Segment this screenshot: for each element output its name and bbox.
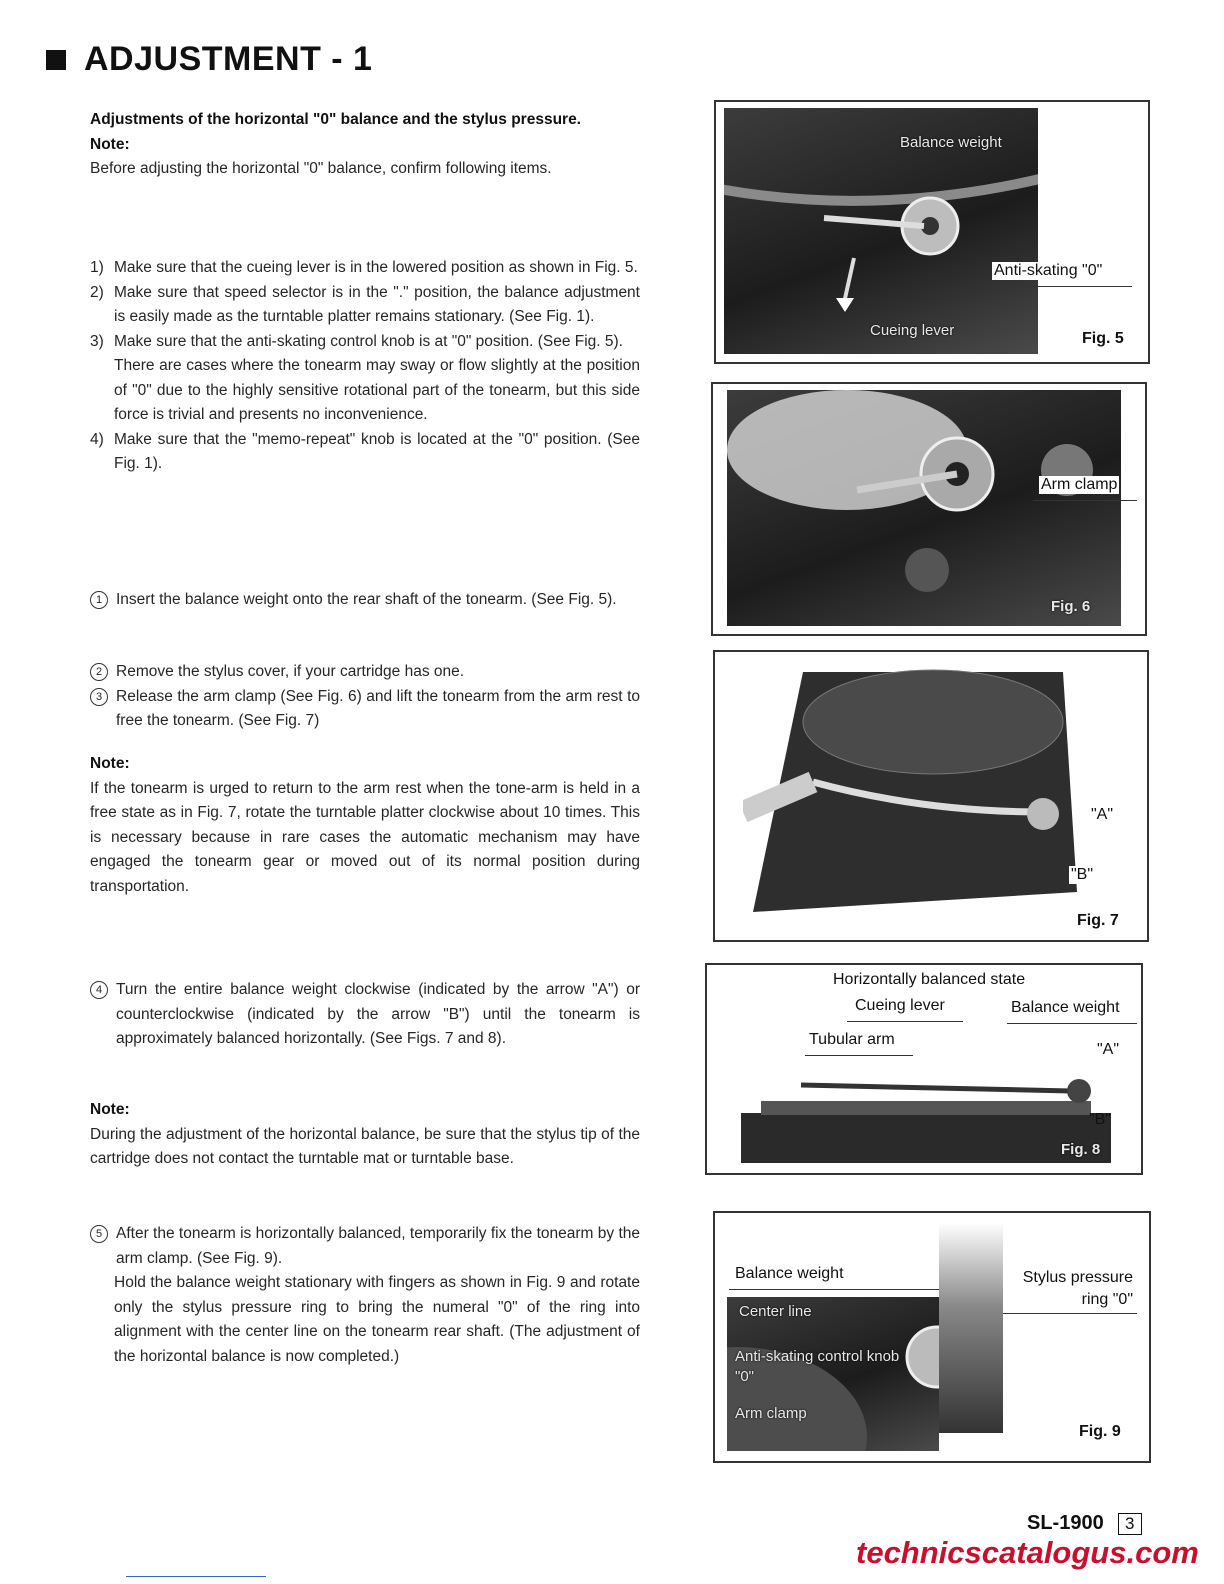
intro-block [90,108,640,182]
figure-5 [714,100,1150,364]
arrow-a-label: "A" [1091,806,1114,823]
page-heading [46,40,372,79]
tubular-arm-label: Tubular arm [809,1031,895,1048]
model-number: SL-1900 [1027,1512,1104,1534]
balance-weight-label: Balance weight [900,134,1002,151]
fig7-photo [743,662,1077,932]
arrow-b-label: "B" [1071,866,1094,883]
note-3: Note: During the adjustment of the horizontal balance, be sure that the stylus tip of the cartridge does not contact the turntable mat or turntable base. [90,1101,640,1167]
balance-weight-label: Balance weight [735,1265,844,1282]
figure-9 [713,1211,1151,1463]
fig6-label: Fig. 6 [1051,598,1091,615]
fig6-photo [727,390,1121,626]
step-1: 1 Insert the balance weight onto the rear shaft of the tonearm. (See Fig. 5). [90,588,640,613]
anti-skating-knob-label: Anti-skating control knob "0" [735,1348,900,1385]
step-4: 4 Turn the entire balance weight clockwise (indicated by the arrow "A") or counterclockwise (indicated by the arrow "B") until the tonearm is approximately balanced horizontally. (See Figs. 7 and 8). [90,978,640,1052]
intro-title: Adjustments of the horizontal "0" balance and the stylus pressure. [90,111,581,128]
step-number: 3 [90,688,108,706]
list-item: 2) Make sure that speed selector is in the "." position, the balance adjustment is easily made as the turntable platter remains stationary. (See Fig. 1). [90,283,640,325]
figure-7 [713,650,1149,942]
step-5: 5 After the tonearm is horizontally balanced, temporarily fix the tonearm by the arm clamp. (See Fig. 9). Hold the balance weight stationary with fingers as shown in Fig. 9 and rotate only the stylus pressure ring to bring the numeral "0" of the ring into alignment with the center line on the tonearm rear shaft. (The adjustment of the horizontal balance is now completed.) [90,1222,640,1369]
stylus-pressure-label: Stylus pressure ring "0" [1003,1267,1135,1311]
fig8-title: Horizontally balanced state [833,971,1026,988]
fig7-label: Fig. 7 [1077,912,1119,929]
balance-weight-label: Balance weight [1011,999,1120,1016]
center-line-label: Center line [739,1303,812,1320]
note-text-1: Before adjusting the horizontal "0" balance, confirm following items. [90,160,552,177]
arm-clamp-label: Arm clamp [1041,476,1118,493]
model-footer [1027,1512,1142,1535]
fig9-hand-photo [939,1223,1003,1433]
cueing-lever-label: Cueing lever [855,997,945,1014]
fig8-photo [741,1073,1111,1163]
note-2: Note: If the tonearm is urged to return to the arm rest when the tone-arm is held in a free state as in Fig. 7, rotate the turntable platter clockwise about 10 times. This is necessary because in rare cases the automatic mechanism may have engaged the tonearm gear or moved out of its normal position during transportation. [90,755,640,895]
arrow-b-label: "B" [1089,1111,1112,1128]
preconditions-list [90,256,640,477]
arm-clamp-label: Arm clamp [735,1405,807,1422]
note-label-1: Note: [90,135,130,153]
page-number: 3 [1118,1513,1142,1535]
step-number: 4 [90,981,108,999]
heading-text: ADJUSTMENT - 1 [84,40,373,78]
figure-8 [705,963,1143,1175]
fig5-label: Fig. 5 [1082,330,1124,347]
fig5-photo [724,108,1038,354]
list-item: 1) Make sure that the cueing lever is in the lowered position as shown in Fig. 5. [90,259,638,276]
footer-rule [126,1576,266,1577]
site-watermark[interactable]: technicscatalogus.com [856,1535,1199,1570]
step-number: 5 [90,1225,108,1243]
fig9-label: Fig. 9 [1079,1423,1121,1440]
figure-6 [711,382,1147,636]
square-bullet-icon [46,50,66,70]
arrow-a-label: "A" [1097,1041,1120,1058]
list-item: 4) Make sure that the "memo-repeat" knob is located at the "0" position. (See Fig. 1). [90,430,640,472]
step-2-3: 2 Remove the stylus cover, if your cartridge has one. 3 Release the arm clamp (See Fig. 6) and lift the tonearm from the arm rest to free the tonearm. (See Fig. 7) [90,660,640,734]
cueing-lever-label: Cueing lever [870,322,955,339]
anti-skating-label: Anti-skating "0" [994,262,1103,279]
step-number: 2 [90,663,108,681]
fig9-photo [727,1297,939,1451]
list-item: 3) Make sure that the anti-skating control knob is at "0" position. (See Fig. 5). There are cases where the tonearm may sway or flow slightly at the position of "0" due to the highly sensitive rotational part of the tonearm, but this side force is trivial and presents no inconvenience. [90,332,640,423]
step-number: 1 [90,591,108,609]
fig8-label: Fig. 8 [1061,1141,1101,1158]
